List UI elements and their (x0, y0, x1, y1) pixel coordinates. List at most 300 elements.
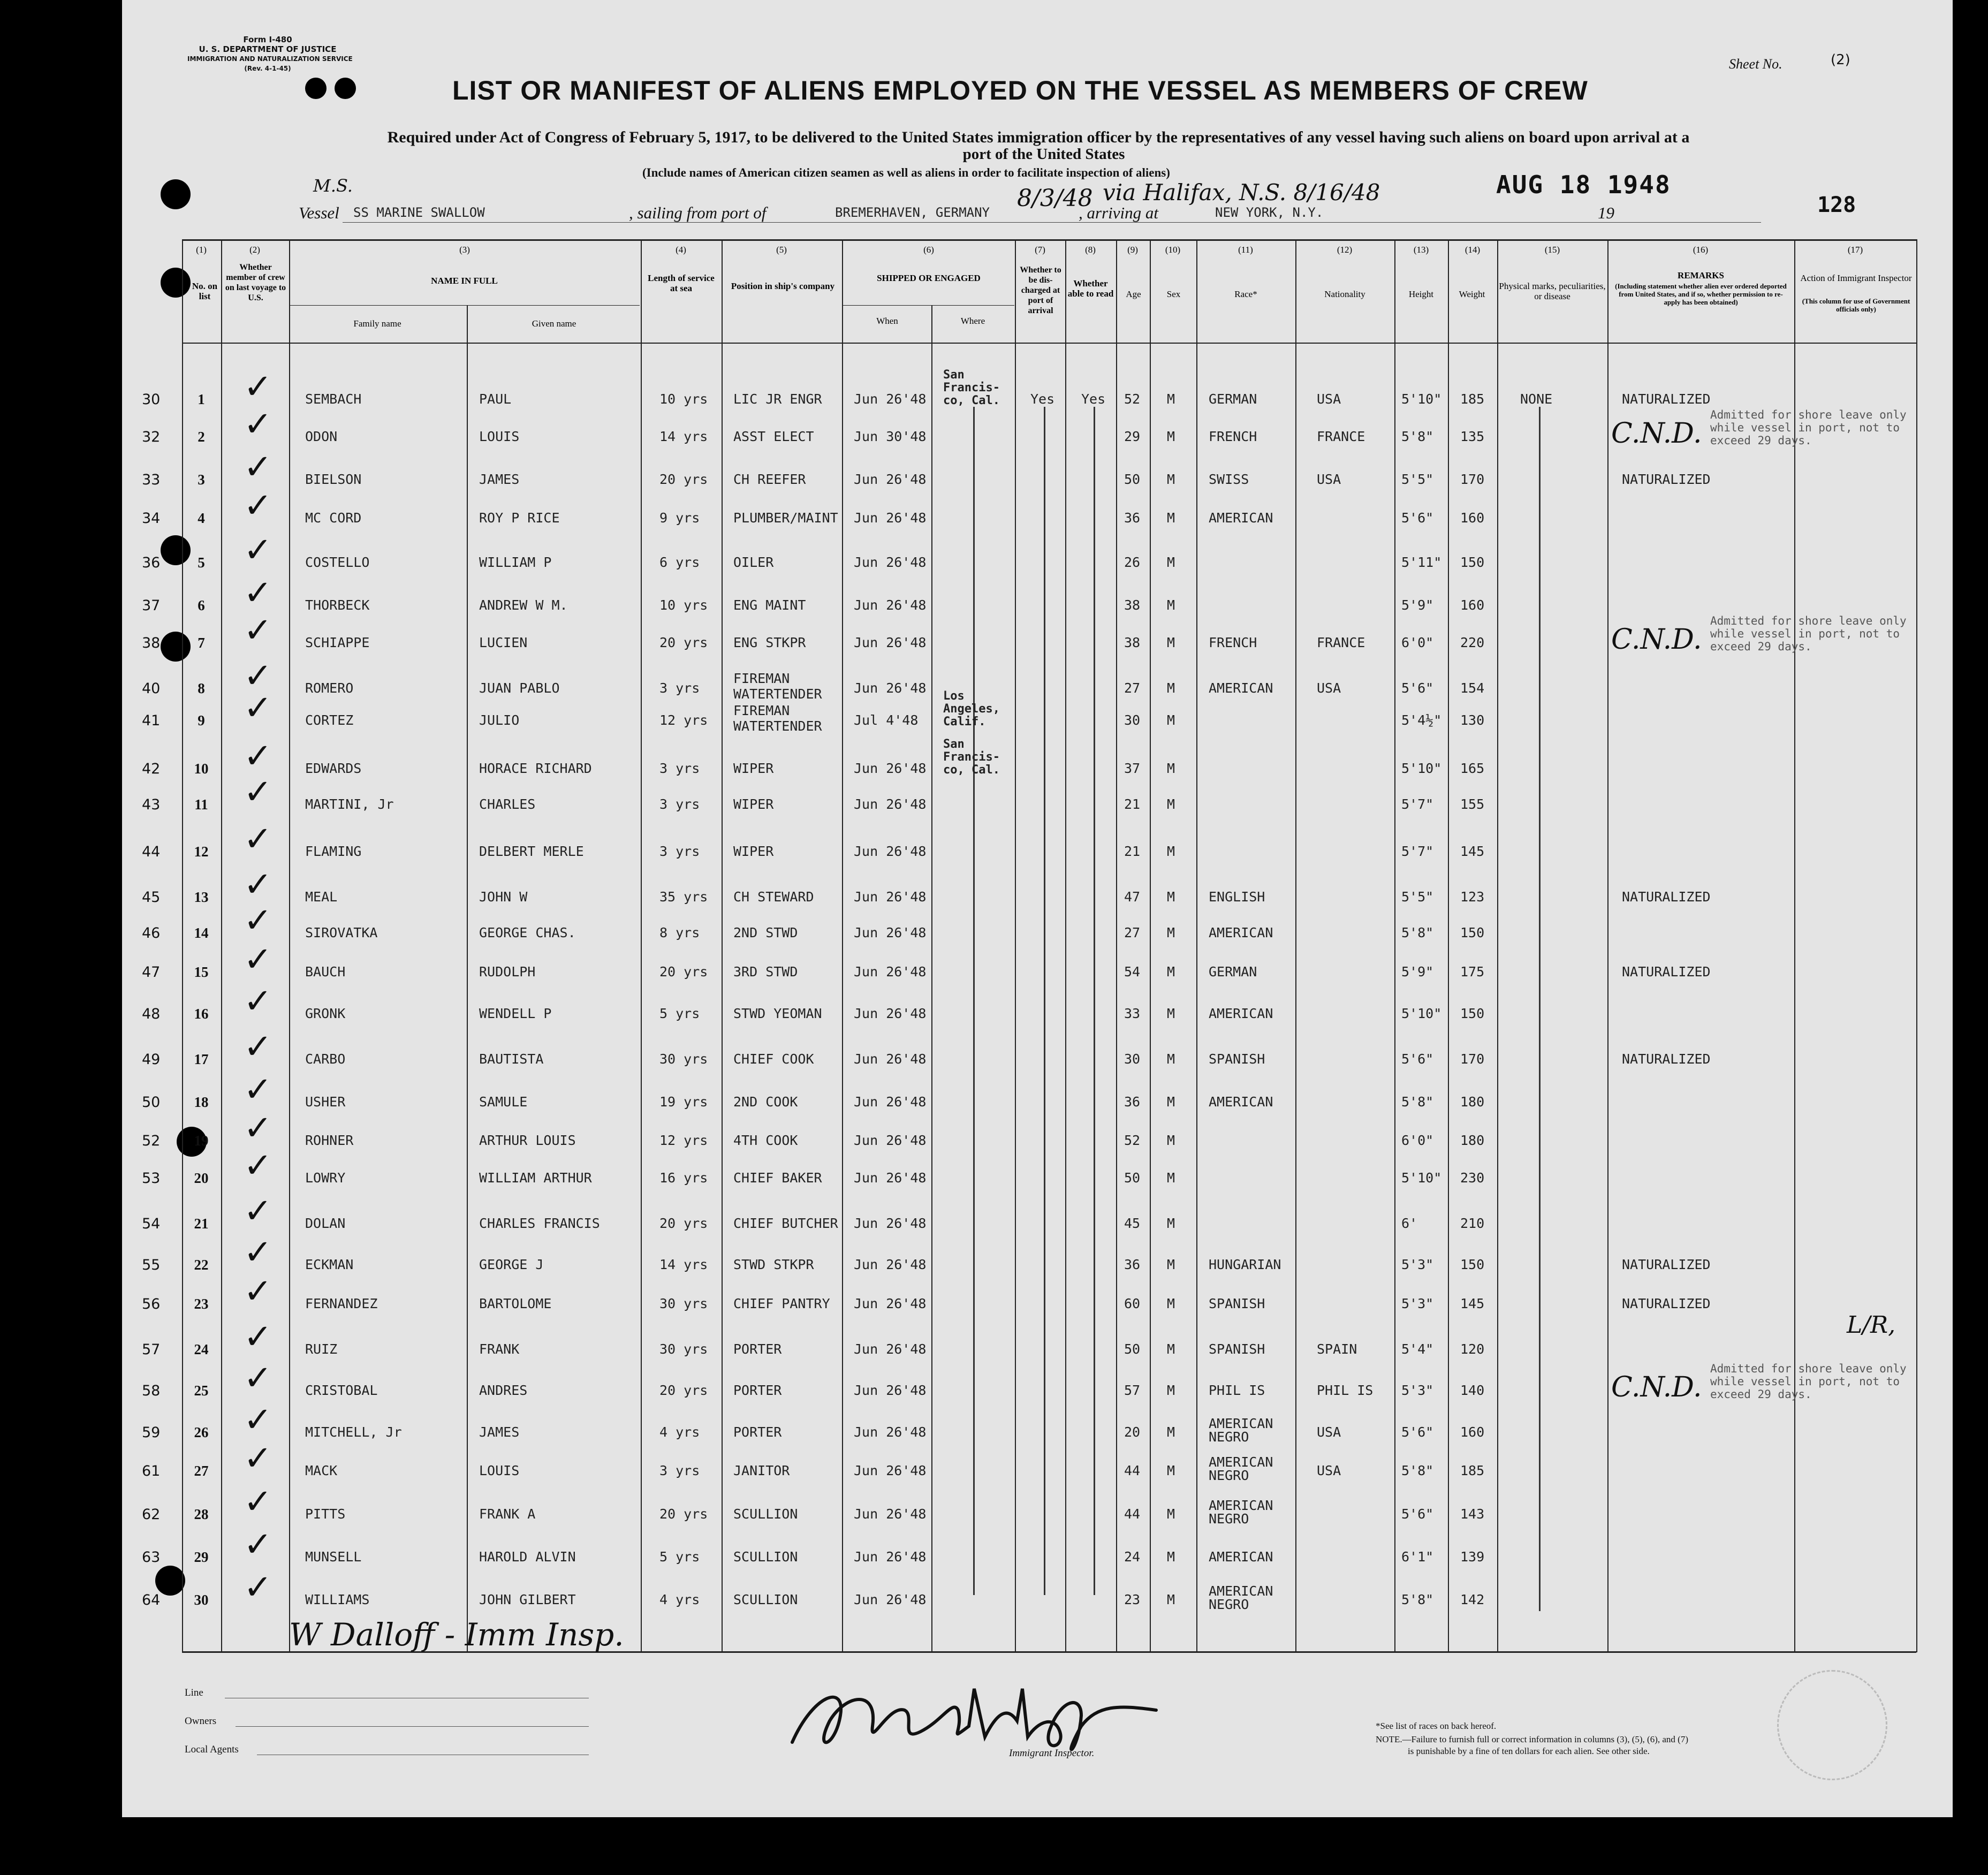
row-number: 21 (194, 1216, 209, 1232)
department: U. S. DEPARTMENT OF JUSTICE (199, 44, 337, 54)
checkmark-icon: ✓ (244, 1146, 272, 1186)
given-name: FRANK (479, 1341, 520, 1357)
col-head-weight: Weight (1459, 289, 1485, 299)
given-name: LUCIEN (479, 635, 528, 650)
position: SCULLION (733, 1592, 798, 1607)
form-number: Form I-480 (243, 35, 292, 44)
column-number: (4) (676, 245, 686, 255)
row-number: 24 (194, 1341, 209, 1357)
margin-number: 57 (142, 1341, 161, 1358)
service-length: 10 yrs (659, 597, 708, 613)
col-head-discharged: Whether to be dis-charged at port of arrival (1020, 265, 1061, 315)
column-number: (15) (1544, 245, 1560, 255)
service-length: 30 yrs (659, 1341, 708, 1357)
family-name: MUNSELL (305, 1549, 362, 1565)
shipped-when: Jun 26'48 (854, 1133, 927, 1148)
row-number: 11 (194, 796, 208, 813)
position: ASST ELECT (733, 429, 814, 444)
name-subhead-rule (289, 305, 640, 306)
shipped-when: Jun 26'48 (854, 1094, 927, 1110)
margin-number: 54 (142, 1216, 161, 1232)
ditto-line-where (973, 407, 975, 1595)
sex: M (1167, 1463, 1175, 1478)
height: 5'8" (1401, 1463, 1434, 1478)
given-name: GEORGE J (479, 1257, 544, 1272)
sex: M (1167, 1170, 1175, 1186)
sex: M (1167, 925, 1175, 940)
position: WIPER (733, 761, 774, 776)
margin-number: 64 (142, 1592, 161, 1608)
service-length: 12 yrs (659, 712, 708, 728)
sex: M (1167, 391, 1175, 407)
checkmark-icon: ✓ (244, 447, 272, 487)
checkmark-icon: ✓ (244, 1233, 272, 1272)
position: LIC JR ENGR (733, 391, 822, 407)
position: STWD YEOMAN (733, 1006, 822, 1021)
race: SPANISH (1209, 1341, 1265, 1357)
sex: M (1167, 796, 1175, 812)
service: IMMIGRATION AND NATURALIZATION SERVICE (187, 55, 353, 63)
age: 27 (1124, 680, 1141, 696)
family-name: FERNANDEZ (305, 1296, 378, 1311)
checkmark-icon: ✓ (244, 573, 272, 613)
margin-number: 40 (142, 680, 161, 697)
margin-number: 48 (142, 1006, 161, 1022)
service-length: 35 yrs (659, 889, 708, 905)
family-name: DOLAN (305, 1216, 346, 1231)
age: 29 (1124, 429, 1141, 444)
shipped-when: Jun 26'48 (854, 472, 927, 487)
race: AMERICAN (1209, 680, 1273, 696)
row-number: 2 (198, 429, 205, 445)
column-rule (1150, 239, 1151, 1652)
column-rule (1065, 239, 1066, 1652)
column-number: (6) (923, 245, 934, 255)
inspector-action: L/R, (1847, 1311, 1896, 1339)
height: 5'9" (1401, 964, 1434, 980)
given-name: HORACE RICHARD (479, 761, 592, 776)
margin-number: 38 (142, 635, 161, 651)
height: 5'10" (1401, 761, 1442, 776)
sex: M (1167, 1051, 1175, 1067)
height: 5'6" (1401, 510, 1434, 526)
col-head-sex: Sex (1166, 289, 1181, 299)
footer-owners-rule (236, 1726, 589, 1727)
service-length: 10 yrs (659, 391, 708, 407)
height: 6'1" (1401, 1549, 1434, 1565)
position: JANITOR (733, 1463, 790, 1478)
footer-inspector-label: Immigrant Inspector. (1009, 1748, 1095, 1759)
shipped-subhead-rule (843, 305, 1014, 306)
physical-marks: NONE (1520, 391, 1553, 407)
column-number: (17) (1847, 245, 1863, 255)
given-name: WILLIAM ARTHUR (479, 1170, 592, 1186)
shipped-when: Jun 26'48 (854, 1051, 927, 1067)
column-rule (1015, 239, 1016, 1652)
position: FIREMAN WATERTENDER (733, 703, 822, 734)
row-number: 26 (194, 1424, 209, 1440)
age: 36 (1124, 1257, 1141, 1272)
family-name: EDWARDS (305, 761, 362, 776)
shipped-when: Jun 26'48 (854, 1424, 927, 1440)
age: 21 (1124, 796, 1141, 812)
margin-number: 63 (142, 1549, 161, 1566)
row-number: 18 (194, 1094, 209, 1110)
weight: 139 (1460, 1549, 1485, 1565)
service-length: 20 yrs (659, 1383, 708, 1398)
col-head-family: Family name (353, 318, 401, 329)
age: 38 (1124, 597, 1141, 613)
remarks: NATURALIZED (1622, 964, 1711, 980)
height: 6'0" (1401, 635, 1434, 650)
nationality: FRANCE (1317, 635, 1365, 650)
race: ENGLISH (1209, 889, 1265, 905)
ms-handwritten: M.S. (313, 176, 353, 196)
margin-number: 52 (142, 1133, 161, 1149)
given-name: BARTOLOME (479, 1296, 552, 1311)
punch-hole (305, 78, 327, 99)
weight: 130 (1460, 712, 1485, 728)
shipped-when: Jun 26'48 (854, 1341, 927, 1357)
margin-number: 62 (142, 1506, 161, 1523)
subtitle-line-2: port of the United States (962, 146, 1125, 163)
sailing-date-handwritten: 8/3/48 (1017, 185, 1093, 212)
footer-note-2: NOTE.—Failure to furnish full or correct information in columns (3), (5), (6), and (7) (1376, 1734, 1688, 1744)
remarks: NATURALIZED (1622, 1296, 1711, 1311)
inspector-action: Admitted for shore leave only while vessel in port, not to exceed 29 days. (1710, 1362, 1907, 1401)
margin-number: 58 (142, 1383, 161, 1399)
column-number: (12) (1337, 245, 1353, 255)
shipped-when: Jun 26'48 (854, 796, 927, 812)
weight: 180 (1460, 1133, 1485, 1148)
position: CH REEFER (733, 472, 806, 487)
position: PORTER (733, 1424, 782, 1440)
height: 6'0" (1401, 1133, 1434, 1148)
given-name: WILLIAM P (479, 555, 552, 570)
position: CHIEF PANTRY (733, 1296, 830, 1311)
checkmark-icon: ✓ (244, 772, 272, 812)
sex: M (1167, 1006, 1175, 1021)
position: PORTER (733, 1383, 782, 1398)
height: 5'3" (1401, 1296, 1434, 1311)
sheet-value: (2) (1831, 52, 1850, 68)
service-length: 30 yrs (659, 1296, 708, 1311)
col-head-where: Where (960, 316, 985, 326)
column-rule (1295, 239, 1296, 1652)
race: AMERICAN NEGRO (1209, 1498, 1273, 1527)
weight: 170 (1460, 472, 1485, 487)
margin-number: 32 (142, 429, 161, 445)
margin-number: 46 (142, 925, 161, 942)
margin-number: 34 (142, 510, 161, 527)
shipped-when: Jun 26'48 (854, 925, 927, 940)
arriving-port: NEW YORK, N.Y. (1215, 205, 1324, 220)
nationality: FRANCE (1317, 429, 1365, 444)
age: 20 (1124, 1424, 1141, 1440)
service-length: 14 yrs (659, 1257, 708, 1272)
given-name: PAUL (479, 391, 512, 407)
position: OILER (733, 555, 774, 570)
given-name: JAMES (479, 1424, 520, 1440)
punch-hole (155, 1566, 185, 1596)
row-number: 29 (194, 1549, 209, 1565)
weight: 120 (1460, 1341, 1485, 1357)
faint-stamp (1777, 1670, 1887, 1780)
nationality: PHIL IS (1317, 1383, 1374, 1398)
punch-hole (335, 78, 356, 99)
nationality: SPAIN (1317, 1341, 1357, 1357)
checkmark-icon: ✓ (244, 611, 272, 650)
row-number: 23 (194, 1296, 209, 1312)
row-number: 3 (198, 472, 205, 488)
shipped-when: Jun 26'48 (854, 889, 927, 905)
age: 33 (1124, 1006, 1141, 1021)
footer-note-3: is punishable by a fine of ten dollars for each alien. See other side. (1408, 1746, 1650, 1756)
service-length: 12 yrs (659, 1133, 708, 1148)
family-name: ODON (305, 429, 338, 444)
age: 50 (1124, 1341, 1141, 1357)
height: 5'6" (1401, 1424, 1434, 1440)
age: 52 (1124, 391, 1141, 407)
checkmark-icon: ✓ (244, 737, 272, 776)
sex: M (1167, 472, 1175, 487)
column-rule (1916, 239, 1917, 1652)
weight: 150 (1460, 1006, 1485, 1021)
shipped-when: Jun 26'48 (854, 1383, 927, 1398)
sex: M (1167, 1133, 1175, 1148)
height: 5'7" (1401, 844, 1434, 859)
weight: 135 (1460, 429, 1485, 444)
service-length: 3 yrs (659, 1463, 700, 1478)
position: PORTER (733, 1341, 782, 1357)
height: 5'7" (1401, 796, 1434, 812)
position: WIPER (733, 844, 774, 859)
column-number: (8) (1085, 245, 1096, 255)
age: 36 (1124, 1094, 1141, 1110)
row-number: 10 (194, 761, 209, 777)
row-number: 14 (194, 925, 209, 941)
checkmark-icon: ✓ (244, 367, 272, 407)
family-name: RUIZ (305, 1341, 338, 1357)
checkmark-icon: ✓ (244, 530, 272, 570)
race: AMERICAN (1209, 1549, 1273, 1565)
nationality: USA (1317, 391, 1341, 407)
height: 5'8" (1401, 429, 1434, 444)
weight: 145 (1460, 1296, 1485, 1311)
column-rule (221, 239, 222, 1652)
weight: 123 (1460, 889, 1485, 905)
service-length: 19 yrs (659, 1094, 708, 1110)
given-name: LOUIS (479, 429, 520, 444)
weight: 154 (1460, 680, 1485, 696)
row-number: 8 (198, 680, 205, 696)
remarks: NATURALIZED (1622, 1257, 1711, 1272)
age: 50 (1124, 472, 1141, 487)
checkmark-icon: ✓ (244, 1568, 272, 1607)
margin-number: 43 (142, 796, 161, 813)
shipped-when: Jun 26'48 (854, 1506, 927, 1522)
family-name: LOWRY (305, 1170, 346, 1186)
position: 4TH COOK (733, 1133, 798, 1148)
shipped-when: Jun 26'48 (854, 510, 927, 526)
given-name: CHARLES FRANCIS (479, 1216, 600, 1231)
sex: M (1167, 555, 1175, 570)
col-head-read: Whether able to read (1067, 278, 1114, 299)
header-rule (182, 343, 1916, 344)
family-name: MEAL (305, 889, 338, 905)
position: CH STEWARD (733, 889, 814, 905)
checkmark-icon: ✓ (244, 486, 272, 526)
checkmark-icon: ✓ (244, 1272, 272, 1311)
service-length: 3 yrs (659, 796, 700, 812)
col-head-action: Action of Immigrant Inspector (1800, 273, 1912, 283)
position: SCULLION (733, 1506, 798, 1522)
race: AMERICAN (1209, 1094, 1273, 1110)
column-number: (3) (459, 245, 470, 255)
margin-number: 36 (142, 555, 161, 571)
sex: M (1167, 1592, 1175, 1607)
page-number: 128 (1817, 193, 1856, 217)
position: CHIEF COOK (733, 1051, 814, 1067)
given-name: JOHN GILBERT (479, 1592, 576, 1607)
revision: (Rev. 4-1-45) (244, 65, 291, 72)
height: 5'3" (1401, 1383, 1434, 1398)
row-number: 20 (194, 1170, 209, 1186)
family-name: SEMBACH (305, 391, 362, 407)
service-length: 20 yrs (659, 964, 708, 980)
given-name: WENDELL P (479, 1006, 552, 1021)
sex: M (1167, 1549, 1175, 1565)
race: AMERICAN (1209, 925, 1273, 940)
sex: M (1167, 429, 1175, 444)
age: 24 (1124, 1549, 1141, 1565)
shipped-when: Jun 26'48 (854, 391, 927, 407)
sex: M (1167, 1257, 1175, 1272)
footer-owners-label: Owners (185, 1715, 217, 1727)
column-rule (931, 305, 932, 1652)
given-name: ANDRES (479, 1383, 528, 1398)
sex: M (1167, 635, 1175, 650)
sex: M (1167, 1094, 1175, 1110)
row-number: 13 (194, 889, 209, 905)
position: FIREMAN WATERTENDER (733, 671, 822, 702)
col-head-age: Age (1126, 289, 1141, 299)
margin-number: 55 (142, 1257, 161, 1273)
race: AMERICAN NEGRO (1209, 1454, 1273, 1483)
family-name: FLAMING (305, 844, 362, 859)
weight: 160 (1460, 597, 1485, 613)
col-head-name: NAME IN FULL (431, 276, 498, 286)
remarks: C.N.D. (1611, 624, 1702, 656)
column-number: (11) (1238, 245, 1253, 255)
height: 5'8" (1401, 1592, 1434, 1607)
service-length: 3 yrs (659, 844, 700, 859)
shipped-when: Jun 26'48 (854, 635, 927, 650)
column-rule (1497, 239, 1498, 1652)
checkmark-icon: ✓ (244, 1109, 272, 1148)
position: STWD STKPR (733, 1257, 814, 1272)
shipped-when: Jun 26'48 (854, 761, 927, 776)
family-name: COSTELLO (305, 555, 370, 570)
age: 36 (1124, 510, 1141, 526)
family-name: GRONK (305, 1006, 346, 1021)
given-name: JULIO (479, 712, 520, 728)
column-rule (467, 305, 468, 1652)
weight: 210 (1460, 1216, 1485, 1231)
sex: M (1167, 761, 1175, 776)
col-head-action-note: (This column for use of Government officials only) (1802, 297, 1910, 313)
footer-line-label: Line (185, 1687, 203, 1698)
race: SPANISH (1209, 1296, 1265, 1311)
vessel-name: SS MARINE SWALLOW (353, 205, 485, 220)
col-head-remarks-note: (Including statement whether alien ever ordered deported from United States, and if so, whether permission to re-apply has been obtained) (1615, 282, 1787, 306)
checkmark-icon: ✓ (244, 901, 272, 940)
given-name: FRANK A (479, 1506, 536, 1522)
given-name: BAUTISTA (479, 1051, 544, 1067)
service-length: 5 yrs (659, 1549, 700, 1565)
age: 44 (1124, 1463, 1141, 1478)
remarks: NATURALIZED (1622, 472, 1711, 487)
margin-number: 45 (142, 889, 161, 906)
family-name: PITTS (305, 1506, 346, 1522)
height: 5'10" (1401, 1170, 1442, 1186)
ditto-line-discharged (1044, 407, 1045, 1595)
family-name: SCHIAPPE (305, 635, 370, 650)
shipped-when: Jun 26'48 (854, 1216, 927, 1231)
checkmark-icon: ✓ (244, 1027, 272, 1067)
col-head-nationality: Nationality (1324, 289, 1365, 299)
age: 45 (1124, 1216, 1141, 1231)
height: 5'8" (1401, 925, 1434, 940)
via-handwritten: via Halifax, N.S. 8/16/48 (1103, 179, 1380, 206)
inspector-action: Admitted for shore leave only while vessel in port, not to exceed 29 days. (1710, 614, 1907, 653)
footer-agents-label: Local Agents (185, 1744, 239, 1755)
position: ENG MAINT (733, 597, 806, 613)
service-length: 30 yrs (659, 1051, 708, 1067)
service-length: 4 yrs (659, 1424, 700, 1440)
table-top-rule (182, 239, 1916, 241)
checkmark-icon: ✓ (244, 1358, 272, 1398)
row-number: 7 (198, 635, 205, 651)
column-rule (1794, 239, 1795, 1652)
shipped-when: Jul 4'48 (854, 712, 919, 728)
given-name: HAROLD ALVIN (479, 1549, 576, 1565)
family-name: USHER (305, 1094, 346, 1110)
weight: 160 (1460, 510, 1485, 526)
weight: 165 (1460, 761, 1485, 776)
margin-number: 61 (142, 1463, 161, 1479)
given-name: JAMES (479, 472, 520, 487)
shipped-when: Jun 26'48 (854, 1006, 927, 1021)
given-name: JUAN PABLO (479, 680, 560, 696)
height: 5'6" (1401, 1506, 1434, 1522)
checkmark-icon: ✓ (244, 982, 272, 1021)
service-length: 20 yrs (659, 635, 708, 650)
race: FRENCH (1209, 635, 1257, 650)
given-name: RUDOLPH (479, 964, 536, 980)
checkmark-icon: ✓ (244, 1482, 272, 1522)
age: 23 (1124, 1592, 1141, 1607)
shipped-when: Jun 26'48 (854, 1463, 927, 1478)
age: 60 (1124, 1296, 1141, 1311)
vessel-underline (343, 222, 1761, 223)
sex: M (1167, 964, 1175, 980)
subtitle-line-3: (Include names of American citizen seamen as well as aliens in order to facilitate inspection of aliens) (642, 166, 1170, 179)
checkmark-icon: ✓ (244, 1400, 272, 1440)
row-number: 19 (194, 1133, 209, 1149)
service-length: 20 yrs (659, 1216, 708, 1231)
inspector-action: Admitted for shore leave only while vessel in port, not to exceed 29 days. (1710, 408, 1907, 447)
